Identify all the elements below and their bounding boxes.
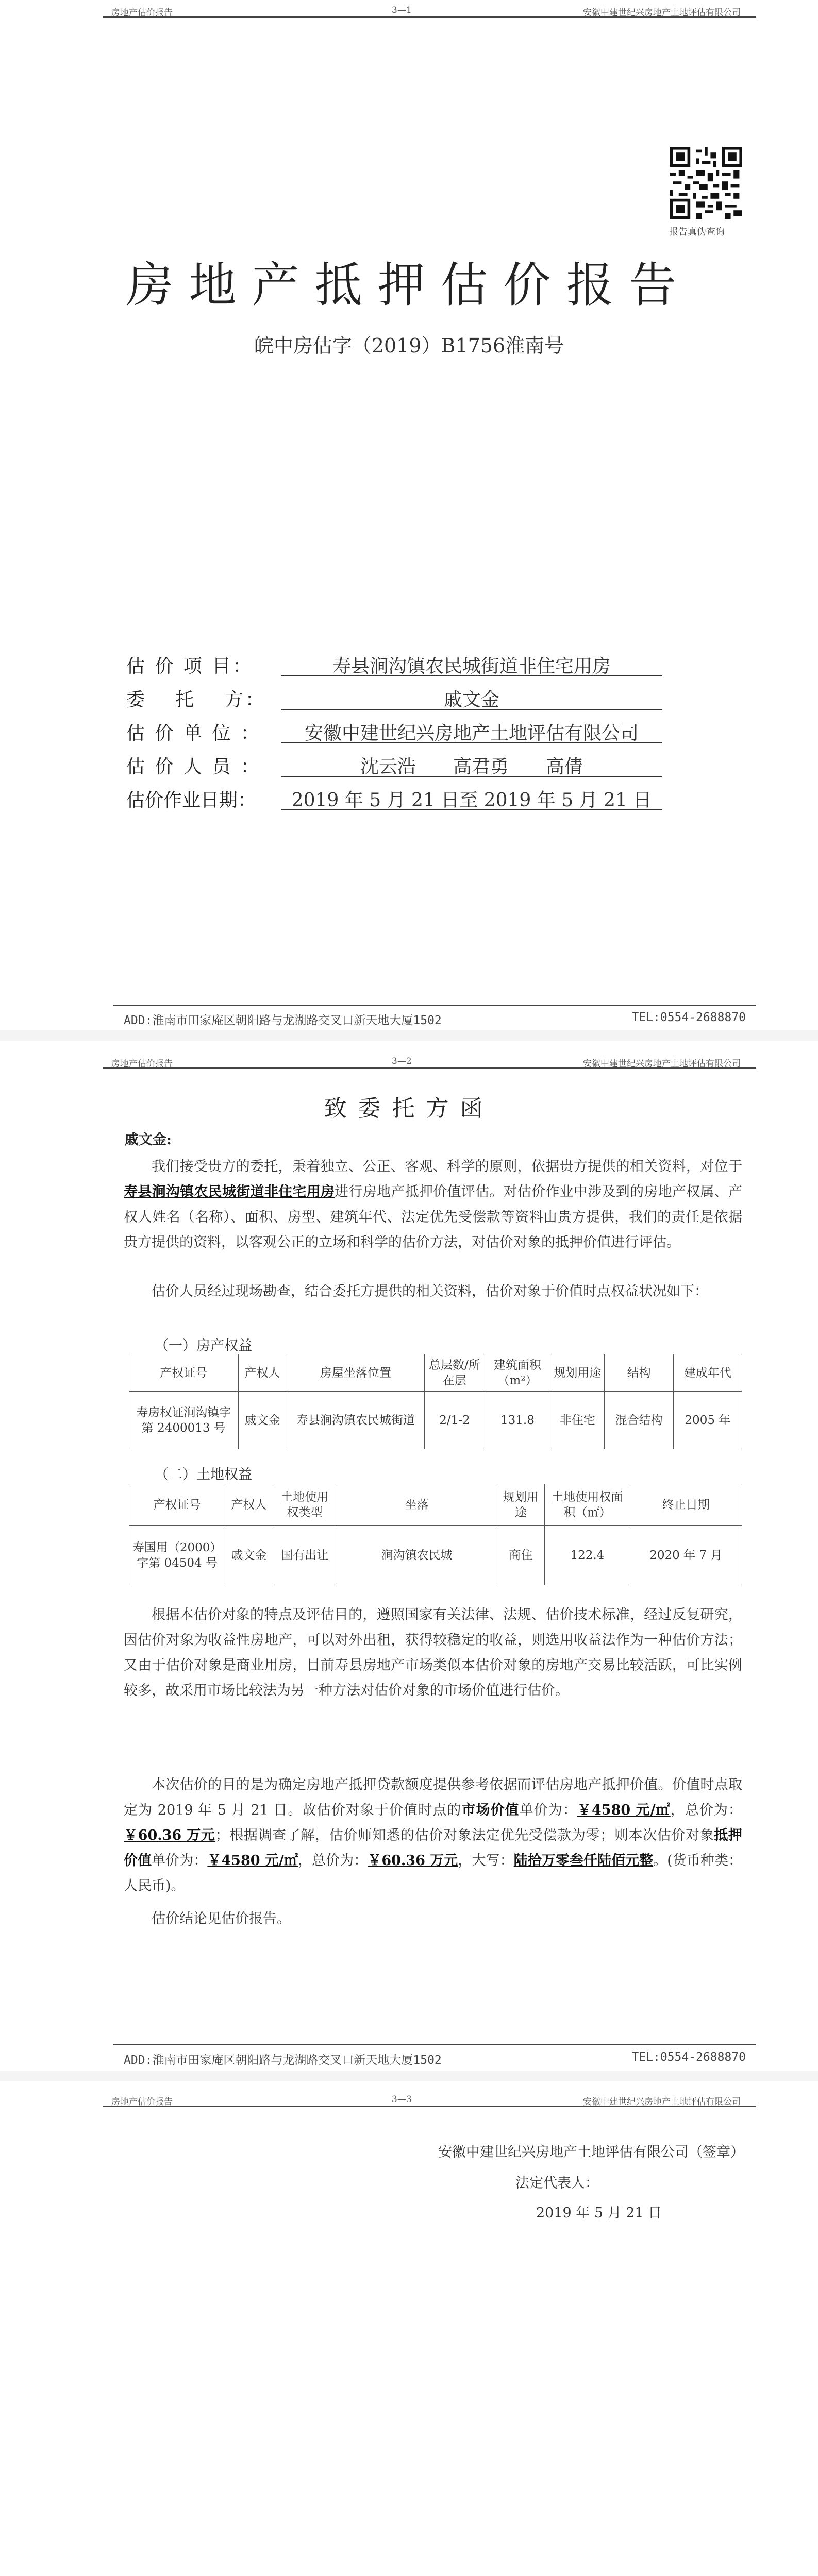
page-header (103, 1, 756, 18)
paragraph-5: 估价结论见估价报告。 (152, 1911, 291, 1927)
table-header: 建筑面积（m²） (485, 1354, 550, 1392)
para4-text: 单价为： (519, 1802, 577, 1818)
table-header: 建成年代 (673, 1354, 742, 1392)
info-value: 寿县涧沟镇农民城街道非住宅用房 (281, 652, 662, 676)
para4-text: 单价为： (152, 1853, 208, 1869)
cover-page (0, 0, 818, 1030)
table-row (129, 1392, 742, 1449)
info-value: 安徽中建世纪兴房地产土地评估有限公司 (281, 719, 662, 743)
market-value-label: 市场价值 (461, 1802, 520, 1818)
header-left: 房地产估价报告 (111, 1059, 173, 1069)
header-page-number: 3—2 (392, 1056, 412, 1066)
table-cell: 混合结构 (605, 1392, 673, 1449)
info-value: 戚文金 (281, 685, 662, 710)
footer-tel: TEL:0554-2688870 (631, 2050, 746, 2064)
table-row (129, 1526, 742, 1585)
table-cell: 戚文金 (238, 1392, 287, 1449)
market-unit-price: ￥4580 元/㎡ (577, 1802, 671, 1818)
para4-text: ，大写： (458, 1853, 514, 1869)
info-value: 2019 年 5 月 21 日至 2019 年 5 月 21 日 (281, 786, 662, 810)
info-label: 估 价 单 位 ： (126, 723, 261, 744)
table-cell: 非住宅 (550, 1392, 605, 1449)
signing-date: 2019 年 5 月 21 日 (536, 2205, 662, 2221)
table-header: 规划用途 (550, 1354, 605, 1392)
page-footer (113, 2044, 756, 2066)
property-name: 寿县涧沟镇农民城街道非住宅用房 (124, 1184, 335, 1200)
signing-company: 安徽中建世纪兴房地产土地评估有限公司（签章） (438, 2144, 744, 2160)
paragraph-3: 根据本估价对象的特点及评估目的，遵照国家有关法律、法规、估价技术标准，经过反复研究，因估价对象为收益性房地产，可以对外出租，获得较稳定的收益，则选用收益法作为一种估价方法；又由于估价对象是商业用房，目前寿县房地产市场类似本估价对象的房地产交易比较活跃，可比实例较多，故采用市场比较法为另一种方法对估价对象的市场价值进行估价。 (124, 1607, 742, 1699)
qr-code-icon[interactable] (670, 147, 742, 219)
salutation: 戚文金: (125, 1132, 172, 1148)
table-cell: 涧沟镇农民城 (337, 1526, 497, 1585)
info-label: 委 托 方： (126, 689, 266, 710)
info-label: 估 价 项 目： (126, 656, 254, 677)
table-header: 终止日期 (630, 1484, 742, 1526)
table-header: 产权证号 (129, 1484, 225, 1526)
table-cell: 商住 (497, 1526, 545, 1585)
footer-address: ADD:淮南市田家庵区朝阳路与龙湖路交叉口新天地大厦1502 (124, 1014, 442, 1027)
header-right: 安徽中建世纪兴房地产土地评估有限公司 (583, 1059, 741, 1069)
market-total-price: ￥60.36 万元 (124, 1827, 215, 1843)
table-header: 土地使用权类型 (273, 1484, 337, 1526)
header-page-number: 3—1 (392, 5, 412, 15)
letter-title: 致委托方函 (324, 1095, 494, 1122)
table-header: 产权人 (238, 1354, 287, 1392)
table-header: 产权证号 (129, 1354, 239, 1392)
header-left: 房地产估价报告 (111, 2097, 173, 2107)
table-header: 土地使用权面积（㎡） (545, 1484, 630, 1526)
info-value: 沈云浩 高君勇 高倩 (281, 752, 662, 777)
table-cell: 寿房权证涧沟镇字第 2400013 号 (129, 1392, 239, 1449)
header-page-number: 3—3 (392, 2094, 412, 2105)
header-left: 房地产估价报告 (111, 8, 173, 18)
price-in-words: 陆拾万零叁仟陆佰元整 (513, 1853, 654, 1869)
table-cell: 2005 年 (673, 1392, 742, 1449)
paragraph-4 (124, 1772, 742, 1899)
table-cell: 戚文金 (225, 1526, 273, 1585)
table-header: 产权人 (225, 1484, 273, 1526)
footer-address: ADD:淮南市田家庵区朝阳路与龙湖路交叉口新天地大厦1502 (124, 2054, 442, 2067)
para4-text: ，总价为： (670, 1802, 743, 1818)
table-header: 总层数/所在层 (425, 1354, 485, 1392)
para4-text: 。(货币种类：人民币)。 (124, 1853, 743, 1894)
table-header: 结构 (605, 1354, 673, 1392)
page-header (103, 2090, 756, 2107)
report-title: 房地产抵押估价报告 (126, 258, 692, 313)
table-cell: 寿国用（2000）字第 04504 号 (129, 1526, 225, 1585)
table-cell: 寿县涧沟镇农民城街道 (287, 1392, 425, 1449)
section-land-rights: （二）土地权益 (155, 1467, 252, 1483)
paragraph-2: 估价人员经过现场勘查，结合委托方提供的相关资料，估价对象于价值时点权益状况如下： (152, 1283, 708, 1299)
para4-text: ，总价为： (298, 1853, 368, 1869)
table-cell: 国有出让 (273, 1526, 337, 1585)
para4-text: 本次估价的目的是为确定房地产抵押贷款额度提供参考依据而评估房地产抵押价值。价值时点取定为 2019 年 5 月 21 日。故估价对象于价值时点的 (124, 1777, 742, 1818)
table-header: 房屋坐落位置 (287, 1354, 425, 1392)
info-label: 估 价 人 员 ： (126, 756, 261, 777)
table-cell: 2020 年 7 月 (630, 1526, 742, 1585)
header-right: 安徽中建世纪兴房地产土地评估有限公司 (583, 2097, 741, 2107)
page-header (103, 1052, 756, 1069)
mortgage-total-price: ￥60.36 万元 (368, 1853, 458, 1869)
para1-text-2: 进行房地产抵押价值评估。对估价作业中涉及到的房地产权属、产权人姓名（名称）、面积、房型、建筑年代、法定优先受偿款等资料由贵方提供，我们的责任是依据贵方提供的资料，以客观公正的立场和科学的估价方法，对估价对象的抵押价值进行评估。 (124, 1184, 743, 1250)
legal-representative: 法定代表人： (515, 2175, 599, 2191)
land-rights-table (129, 1484, 742, 1585)
table-cell: 122.4 (545, 1526, 630, 1585)
para4-text: ；根据调查了解，估价师知悉的估价对象法定优先受偿款为零；则本次估价对象 (215, 1827, 714, 1843)
report-number: 皖中房估字（2019）B1756淮南号 (254, 334, 564, 357)
mortgage-value-label: 抵押价值 (124, 1827, 743, 1869)
page-footer (113, 1005, 756, 1026)
qr-caption: 报告真伪查询 (669, 227, 725, 238)
section-house-rights: （一）房产权益 (155, 1338, 252, 1354)
footer-tel: TEL:0554-2688870 (631, 1011, 746, 1024)
house-rights-table (129, 1354, 742, 1449)
table-cell: 131.8 (485, 1392, 550, 1449)
paragraph-1 (124, 1154, 742, 1255)
mortgage-unit-price: ￥4580 元/㎡ (207, 1853, 298, 1869)
para1-text: 我们接受贵方的委托，秉着独立、公正、客观、科学的原则，依据贵方提供的相关资料，对位于 (152, 1159, 742, 1175)
table-header: 规划用途 (497, 1484, 545, 1526)
info-label: 估价作业日期： (126, 790, 257, 811)
table-header: 坐落 (337, 1484, 497, 1526)
table-cell: 2/1-2 (425, 1392, 485, 1449)
header-right: 安徽中建世纪兴房地产土地评估有限公司 (583, 8, 741, 18)
